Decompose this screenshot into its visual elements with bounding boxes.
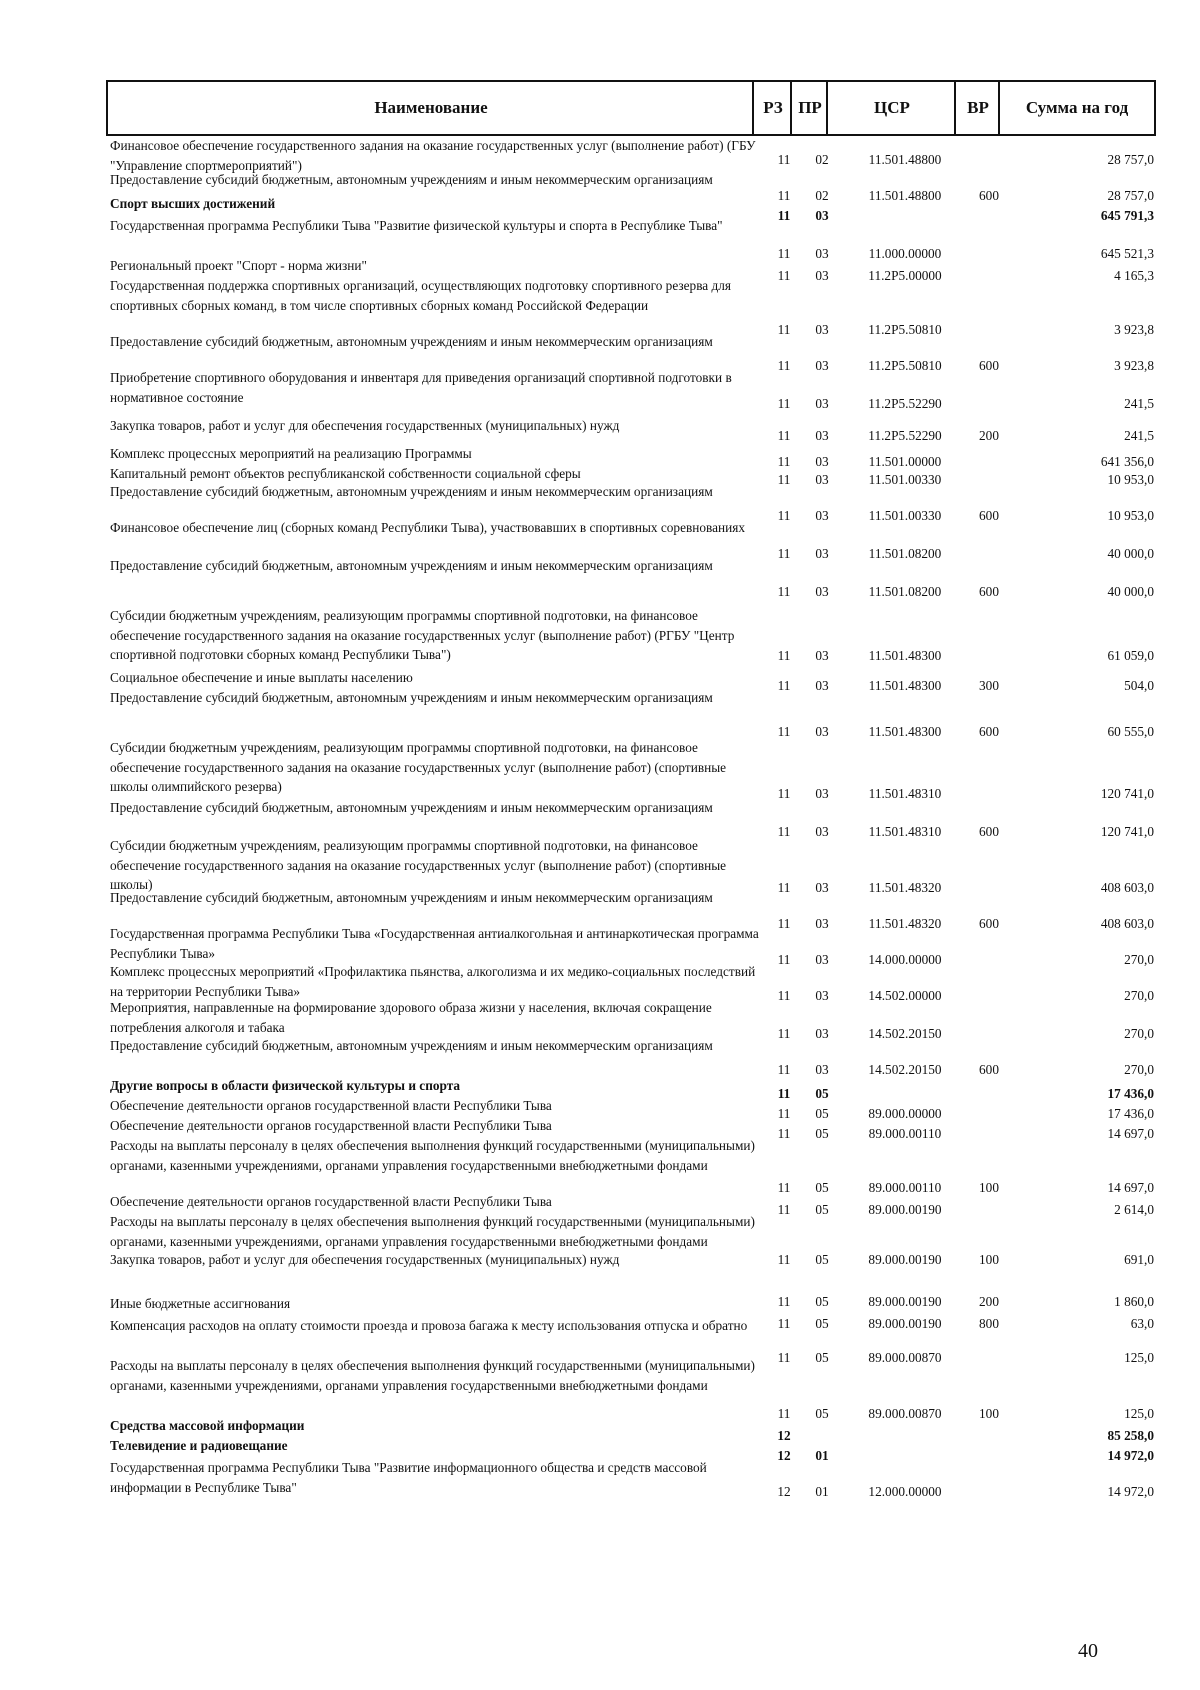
row-name: Государственная программа Республики Тыва "Развитие физической культуры и спорта в Республике Тыва" (110, 218, 723, 233)
row-name: Предоставление субсидий бюджетным, автономным учреждениям и иным некоммерческим организациям (110, 558, 713, 573)
row-rz: 11 (777, 188, 791, 203)
row-rz: 11 (777, 1316, 791, 1331)
row-rz: 11 (777, 1086, 791, 1101)
row-rz: 11 (777, 454, 791, 469)
row-csr: 89.000.00870 (868, 1406, 942, 1421)
row-pr: 05 (815, 1180, 829, 1195)
row-sum: 408 603,0 (1100, 880, 1154, 895)
row-pr: 03 (815, 880, 829, 895)
row-rz: 11 (777, 546, 791, 561)
row-name: Финансовое обеспечение лиц (сборных команд Республики Тыва), участвовавших в спортивных соревнованиях (110, 520, 746, 535)
row-pr: 03 (815, 358, 829, 373)
row-sum: 270,0 (1124, 1062, 1154, 1077)
row-vr: 600 (979, 724, 999, 739)
row-name: Расходы на выплаты персоналу в целях обеспечения выполнения функций государственными (муниципальными) органами, казенными учреждениями, органами управления государственными внебюджетными фондами (110, 1358, 755, 1393)
row-rz: 11 (777, 880, 791, 895)
row-csr: 12.000.00000 (868, 1484, 942, 1499)
row-csr: 11.2P5.50810 (868, 358, 942, 373)
row-csr: 11.501.00330 (868, 472, 942, 487)
row-csr: 11.501.00330 (868, 508, 942, 523)
row-csr: 89.000.00190 (868, 1316, 942, 1331)
row-vr: 600 (979, 916, 999, 931)
row-name: Комплекс процессных мероприятий «Профилактика пьянства, алкоголизма и их медико-социальных последствий на территории Республики Тыва» (110, 964, 756, 999)
row-csr: 89.000.00190 (868, 1202, 942, 1217)
row-sum: 125,0 (1124, 1350, 1154, 1365)
row-csr: 11.501.48300 (868, 648, 942, 663)
row-pr: 03 (815, 584, 829, 599)
row-sum: 14 697,0 (1107, 1126, 1154, 1141)
row-pr: 03 (815, 952, 829, 967)
row-sum: 270,0 (1124, 988, 1154, 1003)
row-csr: 11.000.00000 (868, 246, 942, 261)
row-name: Телевидение и радиовещание (110, 1438, 288, 1453)
row-name: Мероприятия, направленные на формирование здорового образа жизни у населения, включая сокращение потребления алкоголя и табака (110, 1000, 712, 1035)
row-name: Иные бюджетные ассигнования (110, 1296, 291, 1311)
row-sum: 3 923,8 (1114, 322, 1154, 337)
row-name: Финансовое обеспечение государственного задания на оказание государственных услуг (выполнение работ) (ГБУ "Управление спортмероприятий") (110, 138, 756, 173)
row-csr: 11.501.48300 (868, 724, 942, 739)
row-name: Обеспечение деятельности органов государственной власти Республики Тыва (110, 1194, 552, 1209)
row-csr: 89.000.00110 (868, 1180, 942, 1195)
row-name: Расходы на выплаты персоналу в целях обеспечения выполнения функций государственными (муниципальными) органами, казенными учреждениями, органами управления государственными внебюджетными фондами (110, 1214, 755, 1249)
row-sum: 17 436,0 (1107, 1086, 1154, 1101)
row-vr: 600 (979, 508, 999, 523)
row-rz: 11 (777, 472, 791, 487)
row-rz: 11 (777, 1026, 791, 1041)
row-rz: 11 (777, 1062, 791, 1077)
row-name: Компенсация расходов на оплату стоимости проезда и провоза багажа к месту использования отпуска и обратно (110, 1318, 748, 1333)
row-pr: 03 (815, 246, 829, 261)
row-sum: 40 000,0 (1107, 546, 1154, 561)
row-sum: 14 697,0 (1107, 1180, 1154, 1195)
row-rz: 11 (777, 152, 791, 167)
row-sum: 241,5 (1124, 428, 1154, 443)
row-name: Предоставление субсидий бюджетным, автономным учреждениям и иным некоммерческим организациям (110, 334, 713, 349)
row-rz: 11 (777, 678, 791, 693)
row-sum: 40 000,0 (1107, 584, 1154, 599)
row-vr: 100 (979, 1180, 999, 1195)
row-vr: 200 (979, 428, 999, 443)
row-sum: 2 614,0 (1114, 1202, 1154, 1217)
row-sum: 14 972,0 (1107, 1448, 1154, 1463)
row-name: Предоставление субсидий бюджетным, автономным учреждениям и иным некоммерческим организациям (110, 890, 713, 905)
row-sum: 60 555,0 (1107, 724, 1154, 739)
row-name: Закупка товаров, работ и услуг для обеспечения государственных (муниципальных) нужд (110, 1252, 620, 1267)
row-csr: 14.502.20150 (868, 1026, 942, 1041)
row-rz: 11 (777, 824, 791, 839)
row-pr: 03 (815, 208, 829, 223)
row-sum: 10 953,0 (1107, 508, 1154, 523)
row-sum: 270,0 (1124, 952, 1154, 967)
row-sum: 85 258,0 (1107, 1428, 1154, 1443)
row-csr: 89.000.00110 (868, 1126, 942, 1141)
row-pr: 03 (815, 396, 829, 411)
row-pr: 05 (815, 1406, 829, 1421)
row-rz: 11 (777, 916, 791, 931)
row-sum: 645 791,3 (1100, 208, 1154, 223)
row-rz: 11 (777, 648, 791, 663)
row-name: Другие вопросы в области физической культуры и спорта (110, 1078, 461, 1093)
row-pr: 03 (815, 678, 829, 693)
row-sum: 28 757,0 (1107, 152, 1154, 167)
row-rz: 11 (777, 1180, 791, 1195)
row-name: Предоставление субсидий бюджетным, автономным учреждениям и иным некоммерческим организациям (110, 800, 713, 815)
row-rz: 11 (777, 786, 791, 801)
row-name: Средства массовой информации (110, 1418, 305, 1433)
row-csr: 11.501.48320 (868, 880, 942, 895)
row-rz: 11 (777, 1350, 791, 1365)
row-sum: 63,0 (1130, 1316, 1154, 1331)
row-sum: 691,0 (1124, 1252, 1154, 1267)
row-rz: 11 (777, 1294, 791, 1309)
row-csr: 11.501.48320 (868, 916, 942, 931)
row-csr: 11.501.48300 (868, 678, 942, 693)
row-pr: 03 (815, 988, 829, 1003)
row-sum: 17 436,0 (1107, 1106, 1154, 1121)
row-csr: 89.000.00870 (868, 1350, 942, 1365)
row-csr: 11.501.08200 (868, 584, 942, 599)
row-pr: 03 (815, 786, 829, 801)
row-pr: 05 (815, 1252, 829, 1267)
row-rz: 12 (777, 1428, 791, 1443)
row-rz: 11 (777, 208, 791, 223)
row-pr: 03 (815, 648, 829, 663)
row-name: Расходы на выплаты персоналу в целях обеспечения выполнения функций государственными (муниципальными) органами, казенными учреждениями, органами управления государственными внебюджетными фондами (110, 1138, 755, 1173)
row-name: Предоставление субсидий бюджетным, автономным учреждениям и иным некоммерческим организациям (110, 484, 713, 499)
row-pr: 02 (815, 188, 829, 203)
row-csr: 11.501.48310 (868, 824, 942, 839)
row-vr: 600 (979, 188, 999, 203)
row-name: Государственная поддержка спортивных организаций, осуществляющих подготовку спортивного резерва для спортивных сборных команд, в том числе спортивных сборных команд Российской Федерации (110, 278, 732, 313)
row-name: Субсидии бюджетным учреждениям, реализующим программы спортивной подготовки, на финансовое обеспечение государственного задания на оказание государственных услуг (выполнение работ) (спортивные школы) (110, 838, 727, 892)
row-vr: 800 (979, 1316, 999, 1331)
header-csr: ЦСР (826, 80, 956, 136)
row-pr: 02 (815, 152, 829, 167)
row-sum: 270,0 (1124, 1026, 1154, 1041)
row-pr: 05 (815, 1106, 829, 1121)
row-pr: 03 (815, 546, 829, 561)
row-rz: 11 (777, 428, 791, 443)
row-sum: 641 356,0 (1100, 454, 1154, 469)
row-rz: 11 (777, 508, 791, 523)
row-sum: 1 860,0 (1114, 1294, 1154, 1309)
row-name: Комплекс процессных мероприятий на реализацию Программы (110, 446, 472, 461)
row-csr: 11.501.48800 (868, 188, 942, 203)
row-sum: 61 059,0 (1107, 648, 1154, 663)
row-pr: 03 (815, 1062, 829, 1077)
row-rz: 11 (777, 396, 791, 411)
row-name: Государственная программа Республики Тыва «Государственная антиалкогольная и антинаркотическая программа Республики Тыва» (110, 926, 759, 961)
row-vr: 600 (979, 358, 999, 373)
row-sum: 10 953,0 (1107, 472, 1154, 487)
row-rz: 11 (777, 322, 791, 337)
page-number: 40 (1078, 1640, 1098, 1662)
row-pr: 03 (815, 268, 829, 283)
row-pr: 03 (815, 724, 829, 739)
row-pr: 05 (815, 1350, 829, 1365)
row-sum: 645 521,3 (1100, 246, 1154, 261)
row-vr: 200 (979, 1294, 999, 1309)
row-name: Субсидии бюджетным учреждениям, реализующим программы спортивной подготовки, на финансовое обеспечение государственного задания на оказание государственных услуг (выполнение работ) (РГБУ "Центр спортивной подготовки сборных команд Республики Тыва") (110, 608, 735, 662)
row-name: Предоставление субсидий бюджетным, автономным учреждениям и иным некоммерческим организациям (110, 1038, 713, 1053)
row-csr: 14.000.00000 (868, 952, 942, 967)
row-sum: 3 923,8 (1114, 358, 1154, 373)
row-csr: 11.501.48800 (868, 152, 942, 167)
row-name: Закупка товаров, работ и услуг для обеспечения государственных (муниципальных) нужд (110, 418, 620, 433)
row-rz: 11 (777, 988, 791, 1003)
row-csr: 11.501.08200 (868, 546, 942, 561)
row-pr: 05 (815, 1126, 829, 1141)
row-vr: 300 (979, 678, 999, 693)
row-rz: 11 (777, 584, 791, 599)
row-vr: 600 (979, 824, 999, 839)
row-rz: 12 (777, 1448, 791, 1463)
row-sum: 504,0 (1124, 678, 1154, 693)
row-rz: 11 (777, 1252, 791, 1267)
header-vr: ВР (954, 80, 1000, 136)
row-name: Капитальный ремонт объектов республиканской собственности социальной сферы (110, 466, 581, 481)
row-pr: 05 (815, 1202, 829, 1217)
row-name: Приобретение спортивного оборудования и инвентаря для приведения организаций спортивной подготовки в нормативное состояние (110, 370, 732, 405)
row-rz: 11 (777, 358, 791, 373)
header-pr: ПР (790, 80, 828, 136)
row-sum: 125,0 (1124, 1406, 1154, 1421)
row-name: Региональный проект "Спорт - норма жизни" (110, 258, 367, 273)
header-rz: РЗ (752, 80, 792, 136)
row-sum: 14 972,0 (1107, 1484, 1154, 1499)
header-name: Наименование (106, 80, 754, 136)
row-sum: 120 741,0 (1100, 824, 1154, 839)
row-rz: 11 (777, 952, 791, 967)
row-pr: 03 (815, 322, 829, 337)
row-rz: 11 (777, 246, 791, 261)
row-pr: 01 (815, 1448, 829, 1463)
row-csr: 11.501.00000 (868, 454, 942, 469)
row-csr: 89.000.00190 (868, 1252, 942, 1267)
row-rz: 11 (777, 268, 791, 283)
row-name: Обеспечение деятельности органов государственной власти Республики Тыва (110, 1118, 552, 1133)
row-name: Предоставление субсидий бюджетным, автономным учреждениям и иным некоммерческим организациям (110, 690, 713, 705)
row-vr: 600 (979, 1062, 999, 1077)
row-pr: 05 (815, 1294, 829, 1309)
row-name: Обеспечение деятельности органов государственной власти Республики Тыва (110, 1098, 552, 1113)
row-rz: 12 (777, 1484, 791, 1499)
row-vr: 100 (979, 1252, 999, 1267)
row-csr: 11.2P5.00000 (868, 268, 942, 283)
row-pr: 03 (815, 472, 829, 487)
row-pr: 05 (815, 1086, 829, 1101)
row-csr: 11.2P5.52290 (868, 396, 942, 411)
row-csr: 89.000.00190 (868, 1294, 942, 1309)
row-name: Социальное обеспечение и иные выплаты населению (110, 670, 413, 685)
row-rz: 11 (777, 1106, 791, 1121)
row-name: Субсидии бюджетным учреждениям, реализующим программы спортивной подготовки, на финансовое обеспечение государственного задания на оказание государственных услуг (выполнение работ) (спортивные школы олимпийского резерва) (110, 740, 727, 794)
row-pr: 03 (815, 1026, 829, 1041)
row-name: Спорт высших достижений (110, 196, 276, 211)
row-sum: 28 757,0 (1107, 188, 1154, 203)
row-pr: 03 (815, 916, 829, 931)
row-name: Государственная программа Республики Тыва "Развитие информационного общества и средств массовой информации в Республике Тыва" (110, 1460, 707, 1495)
row-vr: 600 (979, 584, 999, 599)
row-csr: 14.502.00000 (868, 988, 942, 1003)
header-sum: Сумма на год (998, 80, 1156, 136)
row-sum: 4 165,3 (1114, 268, 1154, 283)
row-rz: 11 (777, 1202, 791, 1217)
row-csr: 11.2P5.52290 (868, 428, 942, 443)
row-pr: 03 (815, 428, 829, 443)
row-csr: 89.000.00000 (868, 1106, 942, 1121)
row-rz: 11 (777, 1126, 791, 1141)
row-pr: 03 (815, 824, 829, 839)
row-rz: 11 (777, 1406, 791, 1421)
row-pr: 03 (815, 508, 829, 523)
row-pr: 01 (815, 1484, 829, 1499)
row-csr: 11.501.48310 (868, 786, 942, 801)
row-sum: 120 741,0 (1100, 786, 1154, 801)
row-sum: 241,5 (1124, 396, 1154, 411)
row-pr: 05 (815, 1316, 829, 1331)
row-sum: 408 603,0 (1100, 916, 1154, 931)
row-rz: 11 (777, 724, 791, 739)
row-csr: 14.502.20150 (868, 1062, 942, 1077)
row-csr: 11.2P5.50810 (868, 322, 942, 337)
row-pr: 03 (815, 454, 829, 469)
row-vr: 100 (979, 1406, 999, 1421)
row-name: Предоставление субсидий бюджетным, автономным учреждениям и иным некоммерческим организациям (110, 172, 713, 187)
